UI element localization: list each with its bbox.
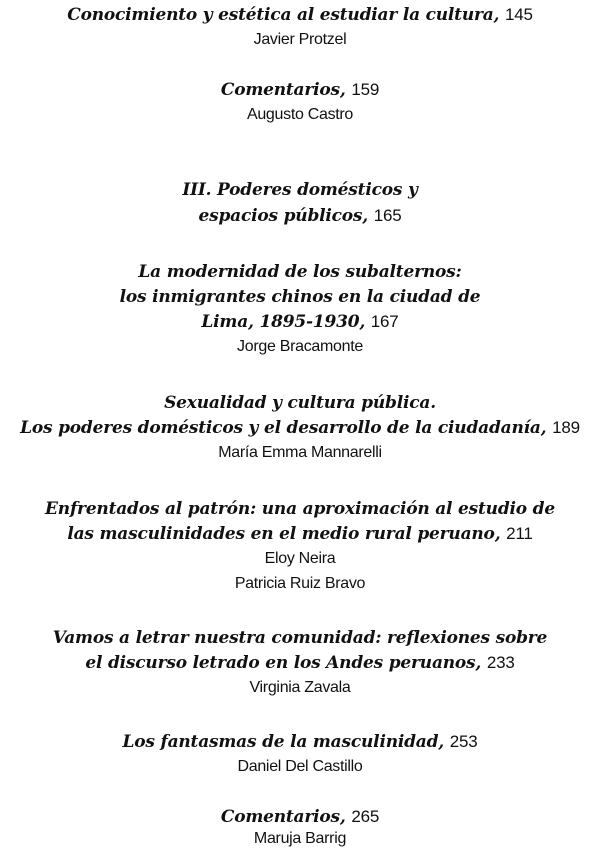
toc-entry-author: Jorge Bracamonte — [237, 338, 363, 355]
toc-entry-title: las masculinidades en el medio rural peruano, 211 — [67, 524, 533, 544]
page-number: 145 — [505, 5, 533, 24]
section-heading: espacios públicos, 165 — [198, 206, 402, 226]
toc-entry-title: Enfrentados al patrón: una aproximación al estudio de — [45, 499, 555, 519]
toc-entry-title: Lima, 1895-1930, 167 — [201, 312, 399, 332]
toc-entry-author: Patricia Ruiz Bravo — [234, 575, 366, 592]
toc-entry-title: Sexualidad y cultura pública. — [164, 393, 436, 413]
toc-entry-author: María Emma Mannarelli — [218, 444, 382, 461]
toc-entry-title: Los fantasmas de la masculinidad, 253 — [122, 732, 478, 752]
toc-entry-title: La modernidad de los subalternos: — [138, 262, 462, 282]
toc-entry-author: Javier Protzel — [253, 31, 347, 48]
toc-entry-author: Maruja Barrig — [253, 830, 347, 847]
toc-entry-author: Augusto Castro — [246, 106, 354, 123]
toc-entry-title: los inmigrantes chinos en la ciudad de — [119, 287, 481, 307]
toc-entry-author: Daniel Del Castillo — [237, 758, 363, 775]
page-number: 265 — [351, 807, 380, 826]
toc-entry-author: Virginia Zavala — [249, 679, 351, 696]
page-number: 189 — [552, 418, 580, 437]
toc-entry-title: Conocimiento y estética al estudiar la cultura, 145 — [67, 5, 533, 25]
toc-entry-title: Vamos a letrar nuestra comunidad: reflexiones sobre — [52, 628, 548, 648]
page-number: 253 — [449, 732, 478, 751]
toc-entry-title: el discurso letrado en los Andes peruanos, 233 — [85, 653, 515, 673]
page-number: 233 — [486, 653, 515, 672]
toc-entry-title: Comentarios, 159 — [220, 80, 380, 100]
page-number: 165 — [373, 206, 402, 225]
toc-entry-author: Eloy Neira — [264, 550, 336, 567]
toc-entry-title: Los poderes domésticos y el desarrollo de la ciudadanía, 189 — [20, 418, 580, 438]
page-number: 211 — [506, 524, 533, 543]
toc-entry-title: Comentarios, 265 — [220, 807, 380, 827]
page-number: 159 — [351, 80, 380, 99]
page-number: 167 — [370, 312, 399, 331]
section-heading: III. Poderes domésticos y — [182, 180, 418, 200]
